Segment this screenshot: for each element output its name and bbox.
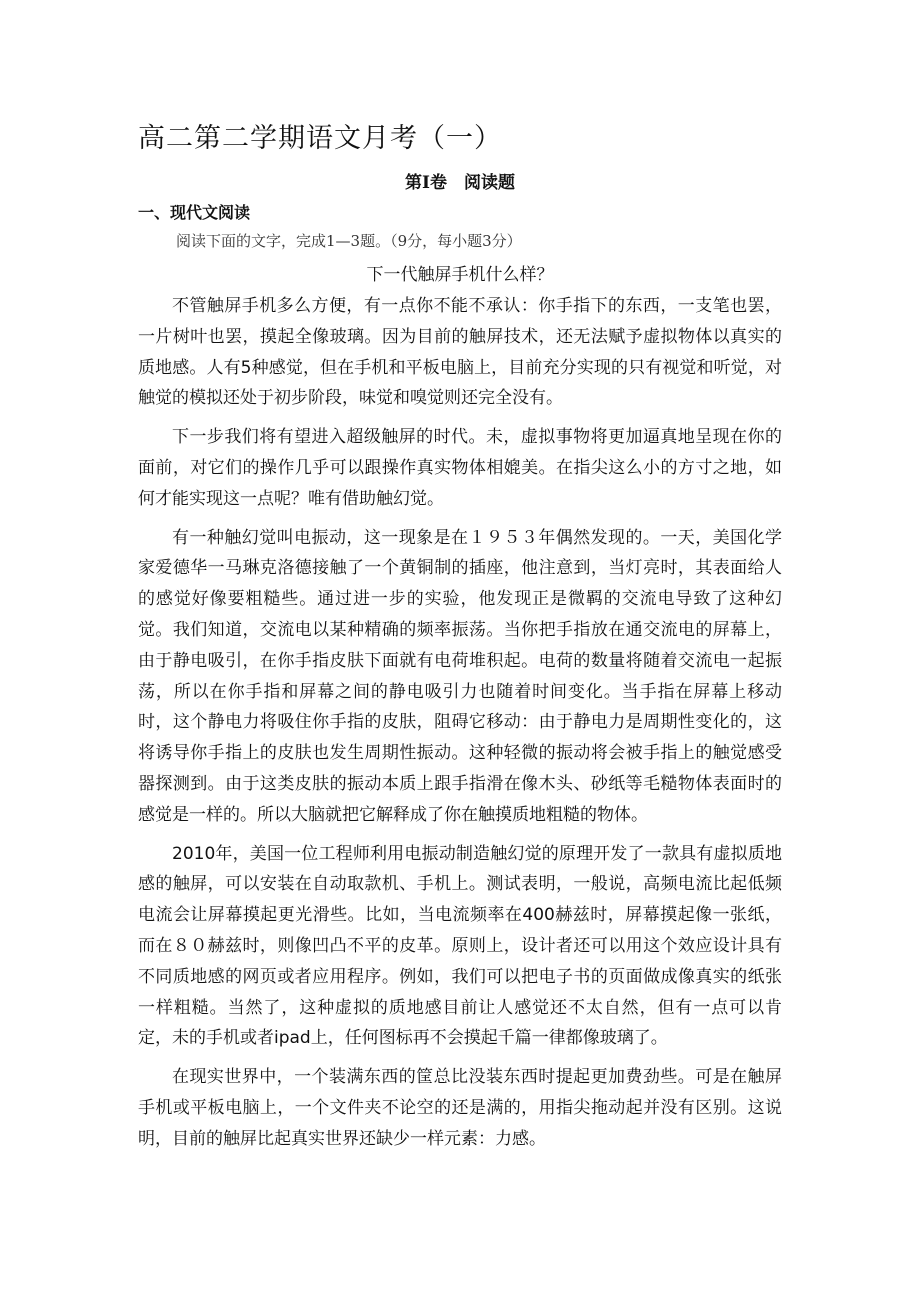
paragraph: 不管触屏手机多么方便，有一点你不能不承认：你手指下的东西，一支笔也罢，一片树叶也罢，摸起全像玻璃。因为目前的触屏技术，还无法赋予虚拟物体以真实的质地感。人有5种感觉，但在手机和平板电脑上，目前充分实现的只有视觉和听觉，对触觉的模拟还处于初步阶段，味觉和嗅觉则还完全没有。 — [138, 296, 782, 409]
exam-title: 高二第二学期语文月考（一） — [138, 123, 502, 154]
paragraph: 下一步我们将有望进入超级触屏的时代。未，虚拟事物将更加逼真地呈现在你的面前，对它们的操作几乎可以跟操作真实物体相媲美。在指尖这么小的方寸之地，如何才能实现这一点呢？唯有借助触幻觉。 — [138, 427, 782, 509]
paragraph: 2010年，美国一位工程师利用电振动制造触幻觉的原理开发了一款具有虚拟质地感的触屏，可以安装在自动取款机、手机上。测试表明，一般说，高频电流比起低频电流会让屏幕摸起更光滑些。比如，当电流频率在400赫兹时，屏幕摸起像一张纸，而在８０赫兹时，则像凹凸不平的皮革。原则上，设计者还可以用这个效应设计具有不同质地感的网页或者应用程序。例如，我们可以把电子书的页面做成像真实的纸张一样粗糙。当然了，这种虚拟的质地感目前让人感觉还不太自然，但有一点可以肯定，未的手机或者ipad上，任何图标再不会摸起千篇一律都像玻璃了。 — [138, 843, 782, 1049]
article-title: 下一代触屏手机什么样？ — [366, 265, 554, 285]
volume-heading: 第Ⅰ卷 阅读题 — [405, 173, 515, 193]
article-body — [138, 291, 782, 1163]
paragraph: 在现实世界中，一个装满东西的筐总比没装东西时提起更加费劲些。可是在触屏手机或平板电脑上，一个文件夹不论空的还是满的，用指尖拖动起并没有区别。这说明，目前的触屏比起真实世界还缺少一样元素：力感。 — [138, 1067, 782, 1149]
section-heading: 一、现代文阅读 — [138, 203, 251, 222]
instruction-text: 阅读下面的文字，完成1—3题。（9分，每小题3分） — [176, 232, 522, 250]
paragraph: 有一种触幻觉叫电振动，这一现象是在１９５３年偶然发现的。一天，美国化学家爱德华一马琳克洛德接触了一个黄铜制的插座，他注意到，当灯亮时，其表面给人的感觉好像要粗糙些。通过进一步的实验，他发现正是微羁的交流电导致了这种幻觉。我们知道，交流电以某种精确的频率振荡。当你把手指放在通交流电的屏幕上，由于静电吸引，在你手指皮肤下面就有电荷堆积起。电荷的数量将随着交流电一起振荡，所以在你手指和屏幕之间的静电吸引力也随着时间变化。当手指在屏幕上移动时，这个静电力将吸住你手指的皮肤，阻碍它移动：由于静电力是周期性变化的，这将诱导你手指上的皮肤也发生周期性振动。这种轻微的振动将会被手指上的触觉感受器探测到。由于这类皮肤的振动本质上跟手指滑在像木头、砂纸等毛糙物体表面时的感觉是一样的。所以大脑就把它解释成了你在触摸质地粗糙的物体。 — [138, 527, 782, 825]
